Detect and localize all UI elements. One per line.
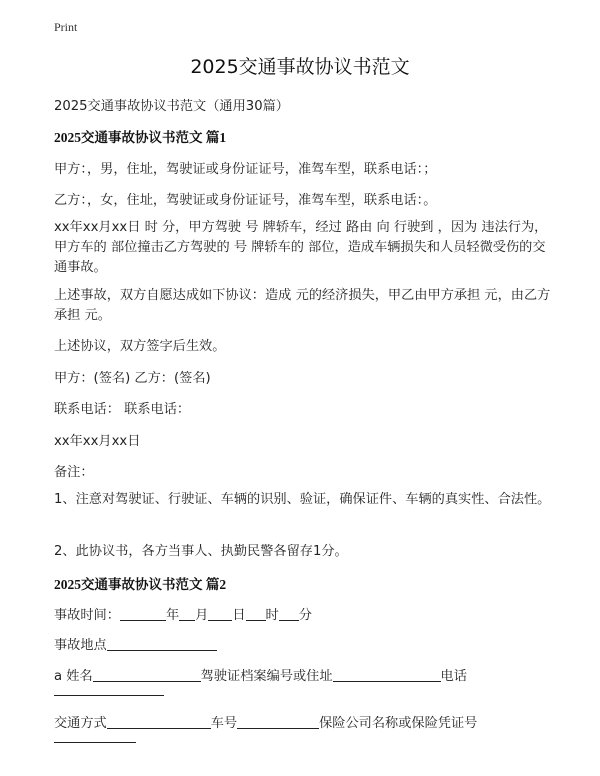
accident-time-row [54, 604, 312, 623]
section1-heading: 2025交通事故协议书范文 篇1 [54, 130, 227, 145]
print-label[interactable]: Print [54, 20, 78, 34]
name-label: a 姓名 [54, 669, 93, 684]
name-input[interactable] [93, 667, 201, 682]
agreement-date: xx年xx月xx日 [54, 434, 141, 449]
minute-input[interactable] [279, 606, 299, 621]
day-unit: 日 [232, 608, 246, 623]
transport-input[interactable] [107, 714, 211, 729]
accident-place-row [54, 634, 217, 653]
year-unit: 年 [165, 608, 180, 623]
phone-label: 电话 [440, 669, 467, 684]
plate-input[interactable] [237, 714, 319, 729]
license-input[interactable] [333, 667, 441, 682]
effective-clause: 上述协议，双方签字后生效。 [54, 339, 226, 354]
party-a-info: 甲方：，男，住址，驾驶证或身份证证号，准驾车型，联系电话：； [54, 162, 437, 177]
license-label: 驾驶证档案编号或住址 [200, 669, 333, 684]
month-input[interactable] [179, 606, 195, 621]
notes-label: 备注： [54, 465, 94, 480]
note-1: 1、注意对驾驶证、行驶证、车辆的识别、验证，确保证件、车辆的真实性、合法性。 [54, 492, 551, 507]
year-input[interactable] [120, 606, 166, 621]
day-input[interactable] [208, 606, 232, 621]
vehicle-row [54, 712, 477, 731]
hour-unit: 时 [265, 608, 279, 623]
place-label: 事故地点 [54, 638, 107, 653]
month-unit: 月 [195, 608, 209, 623]
page-title: 2025交通事故协议书范文 [190, 56, 410, 78]
insurance-input[interactable] [54, 742, 136, 743]
plate-label: 车号 [210, 716, 238, 731]
phone-input[interactable] [54, 695, 164, 696]
agreement-terms: 上述事故，双方自愿达成如下协议：造成 元的经济损失，甲乙由甲方承担 元，由乙方承担 元。 [54, 288, 551, 323]
note-2: 2、此协议书，各方当事人、执勤民警各留存1分。 [54, 544, 348, 559]
party-b-info: 乙方：，女，住址，驾驶证或身份证证号，准驾车型，联系电话：。 [54, 193, 437, 208]
incident-description: xx年xx月xx日 时 分，甲方驾驶 号 牌轿车，经过 路由 向 行驶到 ，因为 违法行为，甲方车的 部位撞击乙方驾驶的 号 牌轿车的 部位，造成车辆损失和人员轻微受伤的交通事故。 [54, 220, 548, 275]
minute-unit: 分 [298, 608, 312, 623]
signatures-line: 甲方：(签名) 乙方：(签名) [54, 371, 211, 386]
phones-line: 联系电话： 联系电话： [54, 402, 191, 417]
insurance-label: 保险公司名称或保险凭证号 [319, 716, 478, 731]
subtitle: 2025交通事故协议书范文（通用30篇） [54, 99, 289, 114]
time-label: 事故时间： [54, 608, 120, 623]
section2-heading: 2025交通事故协议书范文 篇2 [54, 577, 227, 592]
place-input[interactable] [107, 636, 217, 651]
hour-input[interactable] [246, 606, 266, 621]
party-name-row [54, 665, 467, 684]
transport-label: 交通方式 [54, 716, 107, 731]
